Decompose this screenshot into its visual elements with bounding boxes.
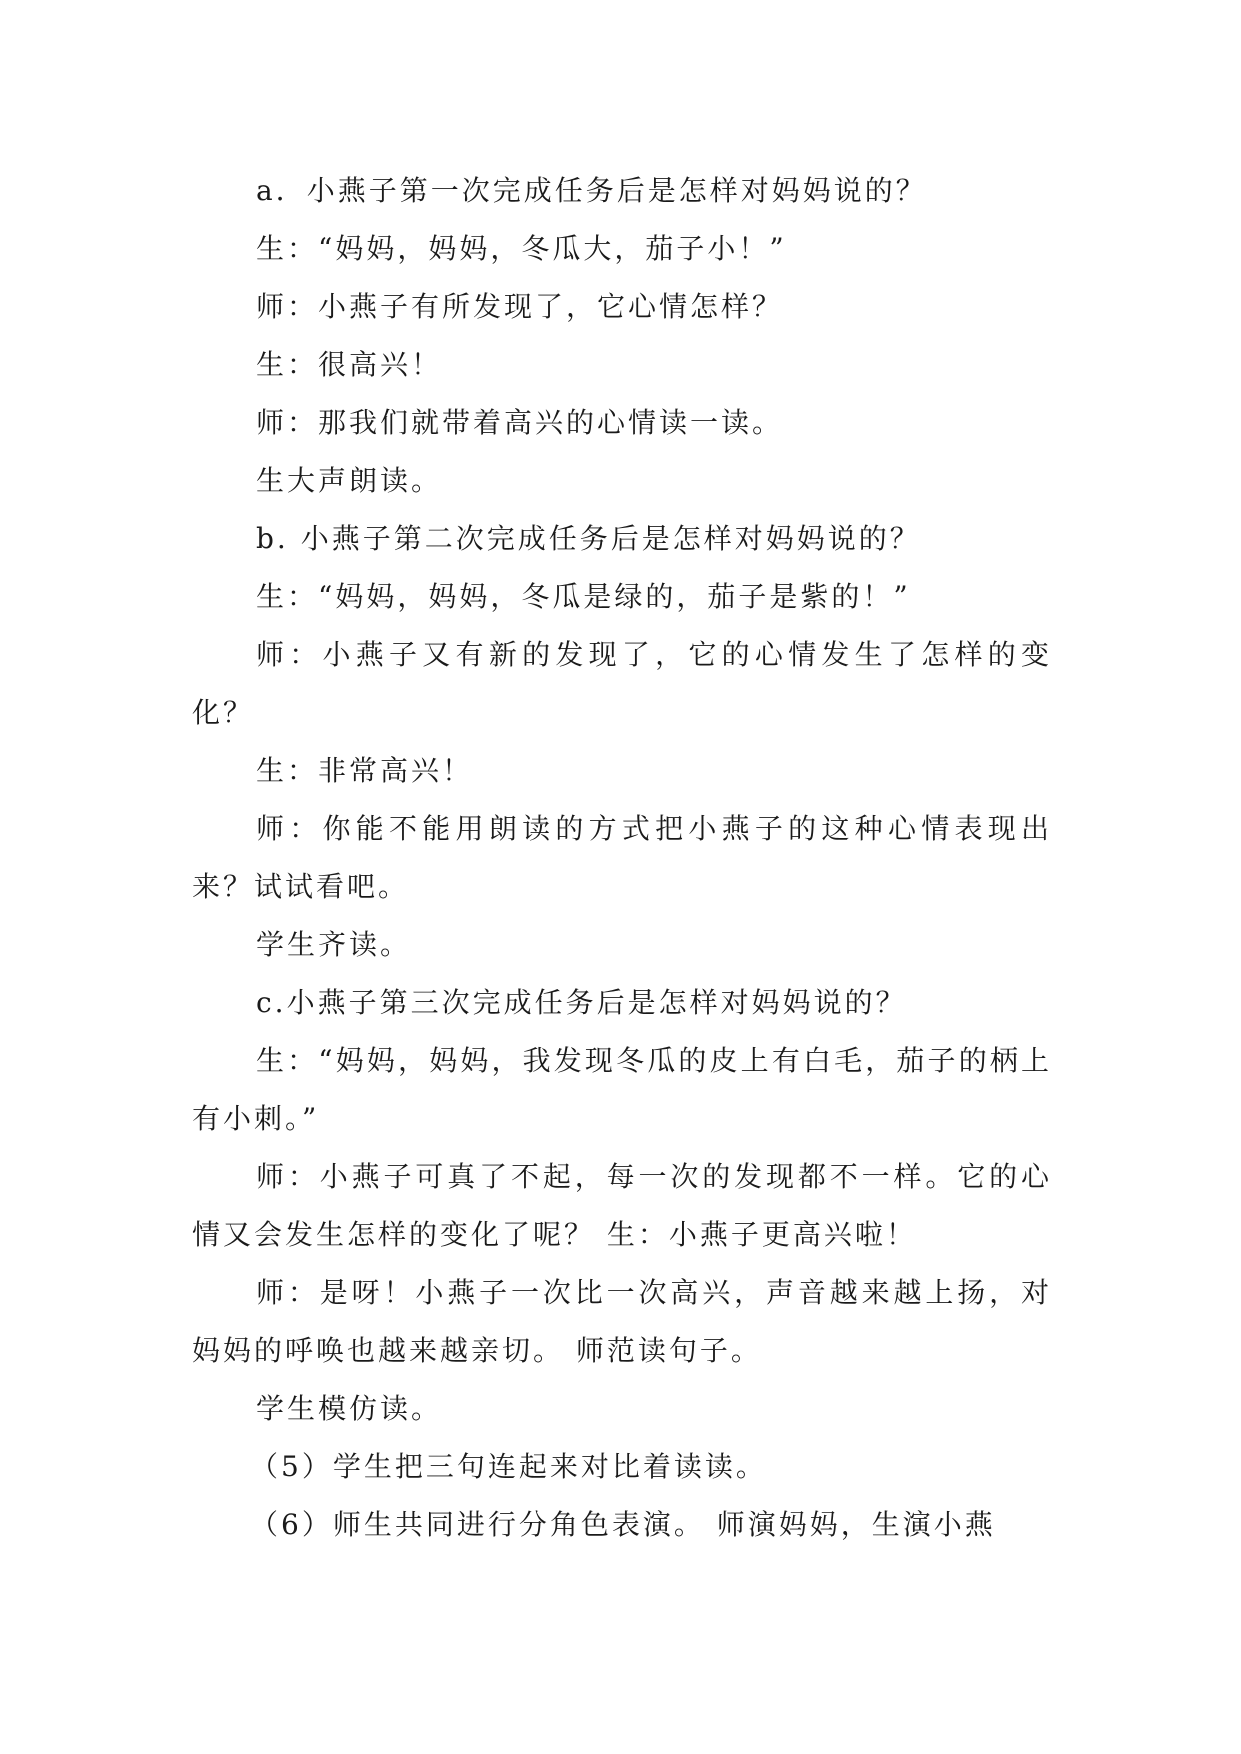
- document-body: [192, 162, 1052, 1554]
- paragraph-student-4: 生：非常高兴！: [256, 754, 474, 787]
- paragraph-step-5: （5）学生把三句连起来对比着读读。: [250, 1450, 767, 1483]
- paragraph-student-2: 生：很高兴！: [256, 348, 443, 381]
- paragraph-student-imitation: 学生模仿读。: [256, 1392, 443, 1425]
- paragraph-student-answer-1: 生：“妈妈，妈妈，冬瓜大，茄子小！”: [256, 232, 787, 265]
- paragraph-student-reading-1: 生大声朗读。: [256, 464, 443, 497]
- paragraph-step-6: （6）师生共同进行分角色表演。 师演妈妈，生演小燕: [250, 1508, 996, 1541]
- paragraph-student-answer-3: 生：“妈妈，妈妈，冬瓜是绿的，茄子是紫的！”: [256, 580, 911, 613]
- paragraph-teacher-5: 师：小燕子可真了不起，每一次的发现都不一样。它的心情又会发生怎样的变化了呢？ 生：小燕子更高兴啦！: [192, 1160, 1052, 1251]
- paragraph-student-reading-2: 学生齐读。: [256, 928, 412, 961]
- paragraph-teacher-4: 师：你能不能用朗读的方式把小燕子的这种心情表现出来？试试看吧。: [192, 812, 1052, 903]
- paragraph-question-a: a．小燕子第一次完成任务后是怎样对妈妈说的？: [256, 174, 927, 207]
- paragraph-teacher-3: 师：小燕子又有新的发现了，它的心情发生了怎样的变化？: [192, 638, 1052, 729]
- paragraph-question-c: c.小燕子第三次完成任务后是怎样对妈妈说的？: [256, 986, 907, 1019]
- paragraph-question-b: b. 小燕子第二次完成任务后是怎样对妈妈说的？: [256, 522, 921, 555]
- paragraph-student-answer-5: 生：“妈妈，妈妈，我发现冬瓜的皮上有白毛，茄子的柄上有小刺。”: [192, 1044, 1052, 1135]
- paragraph-teacher-1: 师：小燕子有所发现了，它心情怎样？: [256, 290, 784, 323]
- paragraph-teacher-6: 师：是呀！小燕子一次比一次高兴，声音越来越上扬，对妈妈的呼唤也越来越亲切。 师范读句子。: [192, 1276, 1052, 1367]
- paragraph-teacher-2: 师：那我们就带着高兴的心情读一读。: [256, 406, 784, 439]
